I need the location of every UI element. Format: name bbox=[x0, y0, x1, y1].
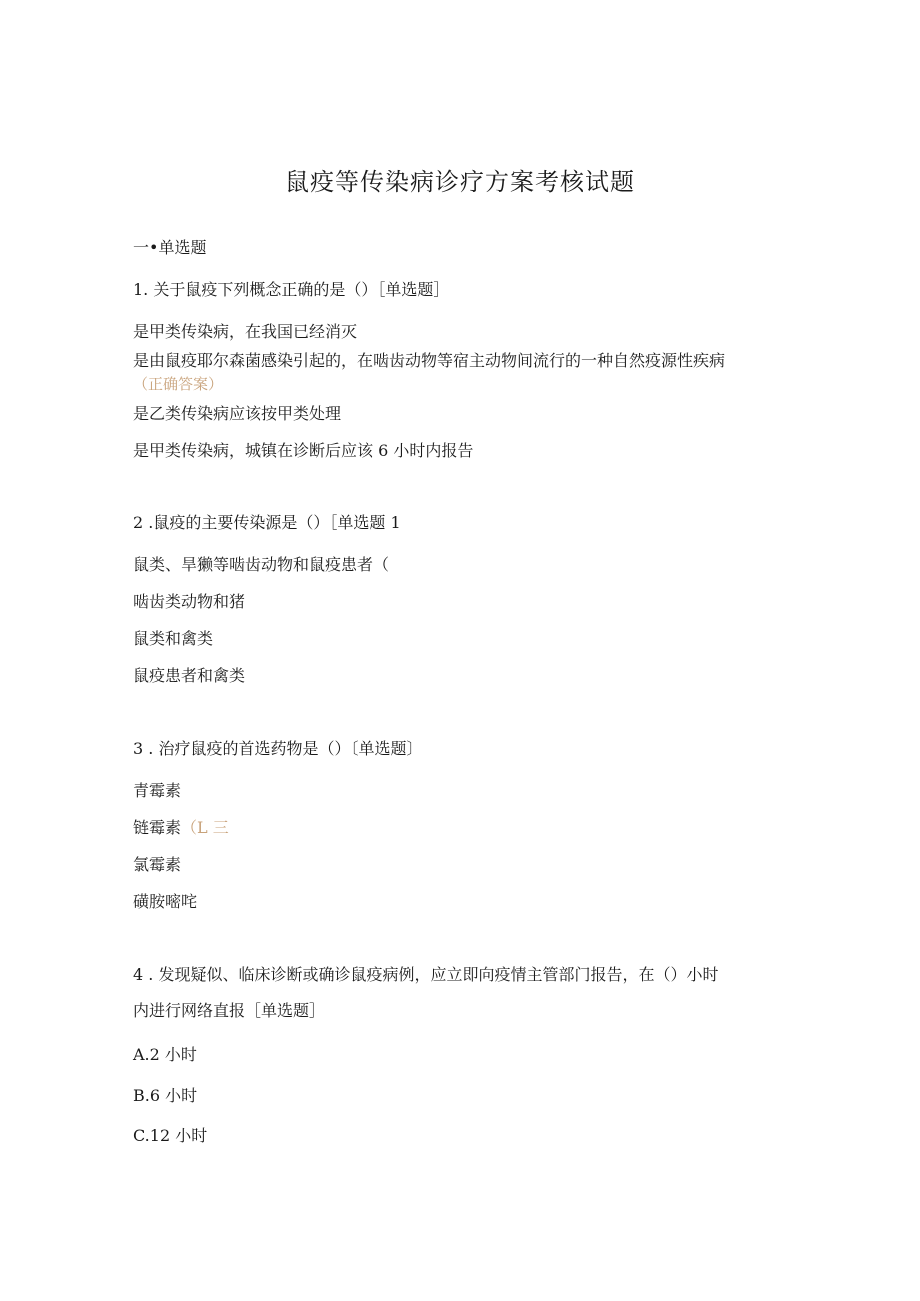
question-3-stem: 3 . 治疗鼠疫的首选药物是（）〔单选题〕 bbox=[133, 739, 423, 758]
page-title: 鼠疫等传染病诊疗方案考核试题 bbox=[285, 168, 635, 196]
question-3-option-4: 磺胺嘧咤 bbox=[133, 892, 198, 911]
question-2-option-4: 鼠疫患者和禽类 bbox=[133, 666, 246, 685]
question-1-option-3: 是乙类传染病应该按甲类处理 bbox=[133, 404, 342, 423]
question-3-option-2-row bbox=[133, 817, 229, 839]
question-1-answer-note: （正确答案） bbox=[133, 375, 224, 393]
question-4-option-b: B.6 小时 bbox=[133, 1086, 198, 1105]
question-3-option-1: 青霉素 bbox=[133, 781, 182, 800]
question-4-stem-line-1: 4 . 发现疑似、临床诊断或确诊鼠疫病例，应立即向疫情主管部门报告，在（）小时 bbox=[133, 965, 719, 984]
question-3-option-3: 氯霉素 bbox=[133, 855, 182, 874]
question-2-option-1: 鼠类、旱獭等啮齿动物和鼠疫患者（ bbox=[133, 555, 390, 574]
question-4-option-a: A.2 小时 bbox=[133, 1045, 197, 1064]
question-1-option-1: 是甲类传染病，在我国已经消灭 bbox=[133, 322, 358, 341]
question-4-stem-line-2: 内进行网络直报［单选题］ bbox=[133, 1001, 326, 1020]
question-1-option-2: 是由鼠疫耶尔森菌感染引起的，在啮齿动物等宿主动物间流行的一种自然疫源性疾病 bbox=[133, 351, 726, 370]
question-2-stem: 2 .鼠疫的主要传染源是（）［单选题 1 bbox=[133, 513, 401, 532]
question-3-option-2: 链霉素 bbox=[133, 818, 182, 837]
question-2-option-3: 鼠类和禽类 bbox=[133, 629, 214, 648]
question-3-answer-note: （L 三 bbox=[181, 818, 229, 837]
section-heading: 一•单选题 bbox=[133, 238, 207, 257]
question-1-stem: 1. 关于鼠疫下列概念正确的是（）［单选题］ bbox=[133, 280, 450, 299]
question-1-option-4: 是甲类传染病，城镇在诊断后应该 6 小时内报告 bbox=[133, 441, 474, 460]
question-2-option-2: 啮齿类动物和猪 bbox=[133, 592, 246, 611]
question-4-option-c: C.12 小时 bbox=[133, 1126, 208, 1145]
